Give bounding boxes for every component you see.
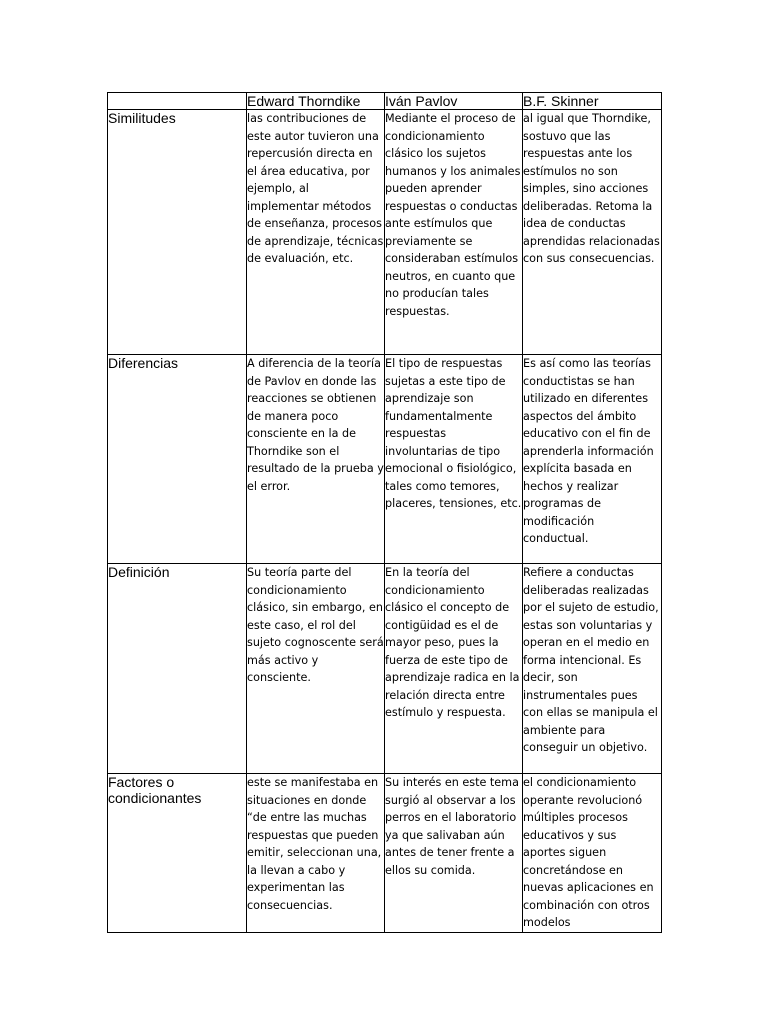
cell-similitudes-pavlov: Mediante el proceso de condicionamiento clásico los sujetos humanos y los animales pueden aprender respuestas o conductas ante estímulos que previamente se consideraban estímulos neutros, en cuanto que no producían tales respuestas. — [385, 110, 523, 355]
cell-diferencias-thorndike: A diferencia de la teoría de Pavlov en donde las reacciones se obtienen de manera poco consciente en la de Thorndike son el resultado de la prueba y el error. — [247, 355, 385, 564]
header-pavlov: Iván Pavlov — [385, 93, 523, 110]
cell-definicion-skinner: Refiere a conductas deliberadas realizadas por el sujeto de estudio, estas son voluntarias y operan en el medio en forma intencional. Es decir, son instrumentales pues con ellas se manipula el ambiente para conseguir un objetivo. — [523, 564, 662, 774]
table-row — [108, 774, 662, 933]
table-row — [108, 355, 662, 564]
header-thorndike: Edward Thorndike — [247, 93, 385, 110]
cell-definicion-pavlov: En la teoría del condicionamiento clásico el concepto de contigüidad es el de mayor peso, pues la fuerza de este tipo de aprendizaje radica en la relación directa entre estímulo y respuesta. — [385, 564, 523, 774]
table-row — [108, 564, 662, 774]
header-skinner: B.F. Skinner — [523, 93, 662, 110]
cell-diferencias-skinner: Es así como las teorías conductistas se han utilizado en diferentes aspectos del ámbito educativo con el fin de aprenderla información explícita basada en hechos y realizar programas de modificación conductual. — [523, 355, 662, 564]
cell-similitudes-skinner: al igual que Thorndike, sostuvo que las respuestas ante los estímulos no son simples, sino acciones deliberadas. Retoma la idea de conductas aprendidas relacionadas con sus consecuencias. — [523, 110, 662, 355]
comparison-table — [107, 92, 662, 933]
table-row — [108, 110, 662, 355]
cell-diferencias-pavlov: El tipo de respuestas sujetas a este tipo de aprendizaje son fundamentalmente respuestas involuntarias de tipo emocional o fisiológico, tales como temores, placeres, tensiones, etc. — [385, 355, 523, 564]
cell-factores-thorndike: este se manifestaba en situaciones en donde “de entre las muchas respuestas que pueden emitir, seleccionan una, la llevan a cabo y experimentan las consecuencias. — [247, 774, 385, 933]
cell-similitudes-thorndike: las contribuciones de este autor tuvieron una repercusión directa en el área educativa, por ejemplo, al implementar métodos de enseñanza, procesos de aprendizaje, técnicas de evaluación, etc. — [247, 110, 385, 355]
row-label-similitudes: Similitudes — [108, 110, 247, 355]
row-label-factores: Factores o condicionantes — [108, 774, 247, 933]
cell-factores-pavlov: Su interés en este tema surgió al observar a los perros en el laboratorio ya que salivaban aún antes de tener frente a ellos su comida. — [385, 774, 523, 933]
header-row — [108, 93, 662, 110]
cell-definicion-thorndike: Su teoría parte del condicionamiento clásico, sin embargo, en este caso, el rol del sujeto cognoscente será más activo y consciente. — [247, 564, 385, 774]
header-corner — [108, 93, 247, 110]
row-label-definicion: Definición — [108, 564, 247, 774]
cell-factores-skinner: el condicionamiento operante revolucionó múltiples procesos educativos y sus aportes siguen concretándose en nuevas aplicaciones en combinación con otros modelos — [523, 774, 662, 933]
row-label-diferencias: Diferencias — [108, 355, 247, 564]
